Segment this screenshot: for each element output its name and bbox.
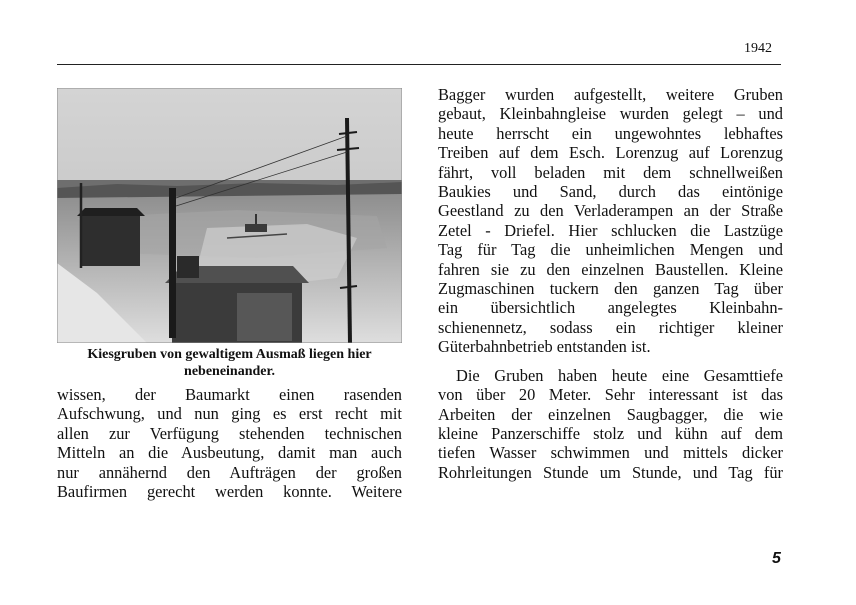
text-line: Baufirmen gerecht werden konnte. Weitere [57, 482, 402, 502]
text-line: Arbeiten der einzelnen Saugbagger, die wie [438, 404, 783, 424]
text-line: fahren sie zu den einzelnen Baustellen. Kleine [438, 259, 783, 279]
text-line: tiefen Wasser schwimmen und mittels dicker [438, 443, 783, 463]
text-line: Rohrleitungen Stunde um Stunde, und Tag für [438, 462, 783, 482]
text-line: ein übersichtlich angelegtes Kleinbahn- [438, 298, 783, 318]
header-rule [57, 64, 781, 65]
text-line: Treiben auf dem Esch. Lorenzug auf Lorenzug [438, 143, 783, 163]
text-line: schienennetz, sodass ein richtiger kleiner [438, 317, 783, 337]
text-line: kleine Panzerschiffe stolz und kühn auf dem [438, 423, 783, 443]
text-line: Aufschwung, und nun ging es erst recht mit [57, 404, 402, 424]
text-line: wissen, der Baumarkt einen rasenden [57, 385, 402, 404]
text-line: gebaut, Kleinbahngleise wurden gelegt – und [438, 104, 783, 124]
caption-line-2: nebeneinander. [184, 364, 275, 379]
text-line: Tag für Tag die unheimlichen Mengen und [438, 240, 783, 260]
paragraph-gap [438, 357, 783, 366]
header-year: 1942 [744, 41, 772, 56]
figure-caption [57, 346, 402, 380]
text-line: allen zur Verfügung stehenden technischen [57, 423, 402, 443]
text-line: Mitteln an die Ausbeutung, damit man auch [57, 443, 402, 463]
text-line: Zugmaschinen tuckern den ganzen Tag über [438, 279, 783, 299]
text-line: Güterbahnbetrieb entstanden ist. [438, 337, 651, 357]
text-line: Geestland zu den Verladerampen an der Straße [438, 201, 783, 221]
caption-line-1: Kiesgruben von gewaltigem Ausmaß liegen hier [87, 347, 372, 362]
text-line: fährt, voll beladen mit dem schnellweißen [438, 162, 783, 182]
text-line: Zetel - Driefel. Hier schlucken die Lastzüge [438, 220, 783, 240]
left-column [57, 385, 402, 501]
text-line: von über 20 Meter. Sehr interessant ist das [438, 385, 783, 405]
text-line: Bagger wurden aufgestellt, weitere Gruben [438, 85, 783, 104]
text-line: nur annähernd den Aufträgen der großen [57, 462, 402, 482]
text-line: Baukies und Sand, durch das eintönige [438, 182, 783, 202]
gravel-pit-photo [57, 88, 402, 343]
text-line: Die Gruben haben heute eine Gesamttiefe [456, 365, 783, 385]
text-line: heute herrscht ein ungewohntes lebhaftes [438, 123, 783, 143]
photo-illustration [57, 88, 402, 343]
page-number: 5 [772, 550, 781, 567]
right-column [438, 85, 783, 482]
